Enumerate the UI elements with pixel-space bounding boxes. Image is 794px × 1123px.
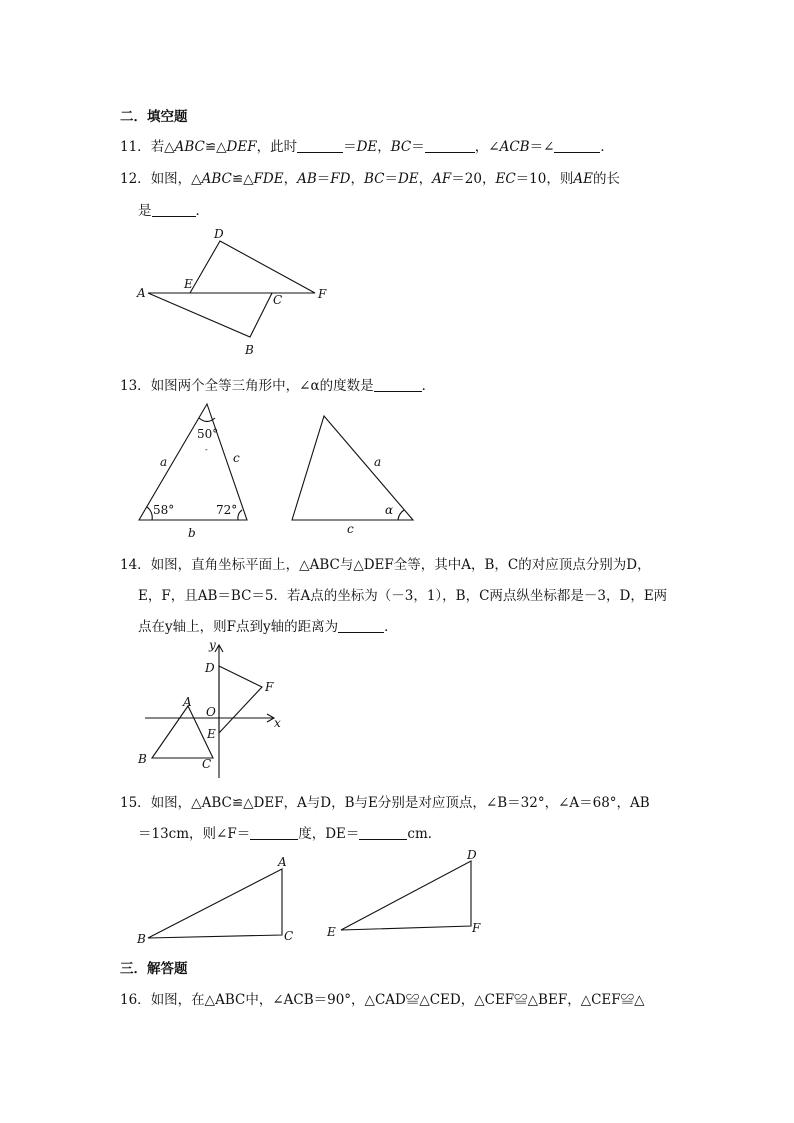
question-12: 12．如图，△ABC≌△FDE，AB＝FD，BC＝DE，AF＝20，EC＝10，则AE的长 [120,171,620,187]
point-a: A [183,695,192,709]
point-c: C [202,757,212,771]
svg-text:-: - [205,445,208,454]
point-b: B [138,752,147,766]
angle-58: 58° [153,503,175,517]
question-13: 13．如图两个全等三角形中，∠α的度数是 ． [120,378,436,394]
question-12-cont: 是 ． [138,203,209,219]
point-a: A [278,855,287,869]
side-c-2: c [347,522,354,536]
section-heading-answer: 三．解答题 [120,961,188,977]
point-b: B [137,932,146,946]
label-f: F [318,287,327,301]
side-c: c [233,451,240,465]
point-c: C [284,929,294,943]
section-heading-fill-blank: 二．填空题 [120,109,188,125]
label-c: C [273,293,283,307]
point-o: O [206,705,216,719]
axis-label-y: y [209,638,216,652]
point-d: D [467,848,477,862]
side-b: b [188,526,196,540]
side-a-2: a [374,455,382,469]
axis-label-x: x [274,716,281,730]
side-a: a [160,455,168,469]
question-15-line1: 15．如图，△ABC≌△DEF，A与D，B与E分别是对应顶点，∠B＝32°，∠A＝68°，AB [120,795,650,811]
question-14-line1: 14．如图，直角坐标平面上，△ABC与△DEF全等，其中A，B，C的对应顶点分别为D， [120,557,651,573]
point-d: D [205,661,215,675]
question-15-line2: ＝13cm，则∠F＝ 度，DE＝ cm． [138,826,442,842]
question-16: 16．如图，在△ABC中，∠ACB＝90°，△CAD≌△CED，△CEF≌△BEF，△CEF≌△ [120,992,645,1008]
angle-alpha: α [385,503,394,517]
angle-72: 72° [216,503,238,517]
point-e: E [207,727,216,741]
point-e: E [327,925,336,939]
label-b: B [245,343,254,357]
point-f: F [265,680,274,694]
label-d: D [214,227,224,241]
point-f: F [472,921,481,935]
question-11: 11．若△ABC≌△DEF，此时 ＝DE，BC＝ ，∠ACB＝∠ ． [120,139,614,155]
label-e: E [184,277,193,291]
label-a: A [137,286,146,300]
angle-50: 50° [197,427,219,441]
question-14-line3: 点在y轴上，则F点到y轴的距离为 ． [138,619,398,635]
question-14-line2: E，F，且AB＝BC＝5．若A点的坐标为（－3，1），B，C两点纵坐标都是－3，D，E两 [138,588,668,604]
